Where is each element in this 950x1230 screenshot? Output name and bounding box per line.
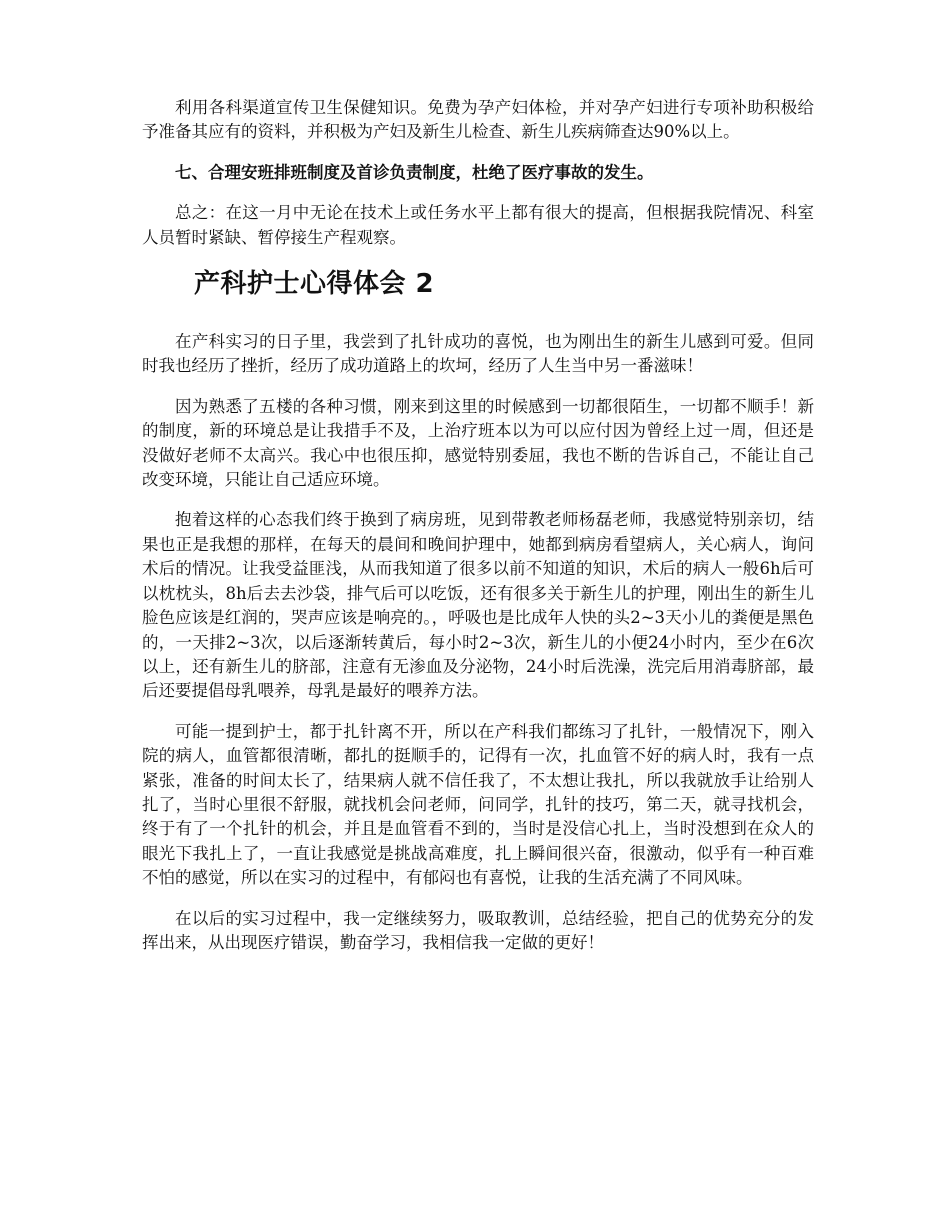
- paragraph-internship-intro: 在产科实习的日子里，我尝到了扎针成功的喜悦，也为刚出生的新生儿感到可爱。但同时我也经历了挫折，经历了成功道路上的坎坷，经历了人生当中另一番滋味！: [142, 332, 814, 376]
- paragraph-conclusion: 在以后的实习过程中，我一定继续努力，吸取教训，总结经验，把自己的优势充分的发挥出来，从出现医疗错误，勤奋学习，我相信我一定做的更好！: [142, 908, 814, 952]
- paragraph-health-promotion: 利用各科渠道宣传卫生保健知识。免费为孕产妇体检，并对孕产妇进行专项补助积极给予准备其应有的资料，并积极为产妇及新生儿检查、新生儿疾病筛查达90%以上。: [142, 98, 814, 142]
- section-title: 产科护士心得体会 2: [194, 269, 435, 300]
- document-page: [142, 96, 814, 971]
- paragraph-adaptation: 因为熟悉了五楼的各种习惯，刚来到这里的时候感到一切都很陌生，一切都不顺手！新的制度，新的环境总是让我措手不及，上治疗班本以为可以应付因为曾经上过一周，但还是没做好老师不太高兴。我心中也很压抑，感觉特别委屈，我也不断的告诉自己，不能让自己改变环境，只能让自己适应环境。: [142, 396, 814, 490]
- section-title-wrapper: [142, 266, 814, 302]
- paragraph-ward-shift: 抱着这样的心态我们终于换到了病房班，见到带教老师杨磊老师，我感觉特别亲切，结果也正是我想的那样，在每天的晨间和晚间护理中，她都到病房看望病人，关心病人，询问术后的情况。让我受益匪浅，从而我知道了很多以前不知道的知识，术后的病人一般6h后可以枕枕头，8h后去去沙袋，排气后可以吃饭，还有很多关于新生儿的护理，刚出生的新生儿脸色应该是红润的，哭声应该是响亮的。，呼吸也是比成年人快的头2~3天小儿的粪便是黑色的，一天排2~3次，以后逐渐转黄后，每小时2~3次，新生儿的小便24小时内，至少在6次以上，还有新生儿的脐部，注意有无渗血及分泌物，24小时后洗澡，洗完后用消毒脐部，最后还要提倡母乳喂养，母乳是最好的喂养方法。: [142, 510, 814, 701]
- paragraph-injection-practice: 可能一提到护士，都于扎针离不开，所以在产科我们都练习了扎针，一般情况下，刚入院的病人，血管都很清晰，都扎的挺顺手的，记得有一次，扎血管不好的病人时，我有一点紧张，准备的时间太长了，结果病人就不信任我了，不太想让我扎，所以我就放手让给别人扎了，当时心里很不舒服，就找机会问老师，问同学，扎针的技巧，第二天，就寻找机会，终于有了一个扎针的机会，并且是血管看不到的，当时是没信心扎上，当时没想到在众人的眼光下我扎上了，一直让我感觉是挑战高难度，扎上瞬间很兴奋，很激动，似乎有一种百难不怕的感觉，所以在实习的过程中，有郁闷也有喜悦，让我的生活充满了不同风味。: [142, 721, 814, 888]
- paragraph-section-seven: 七、合理安班排班制度及首诊负责制度，杜绝了医疗事故的发生。: [175, 162, 654, 182]
- paragraph-summary: 总之：在这一月中无论在技术上或任务水平上都有很大的提高，但根据我院情况、科室人员暂时紧缺、暂停接生产程观察。: [142, 203, 814, 247]
